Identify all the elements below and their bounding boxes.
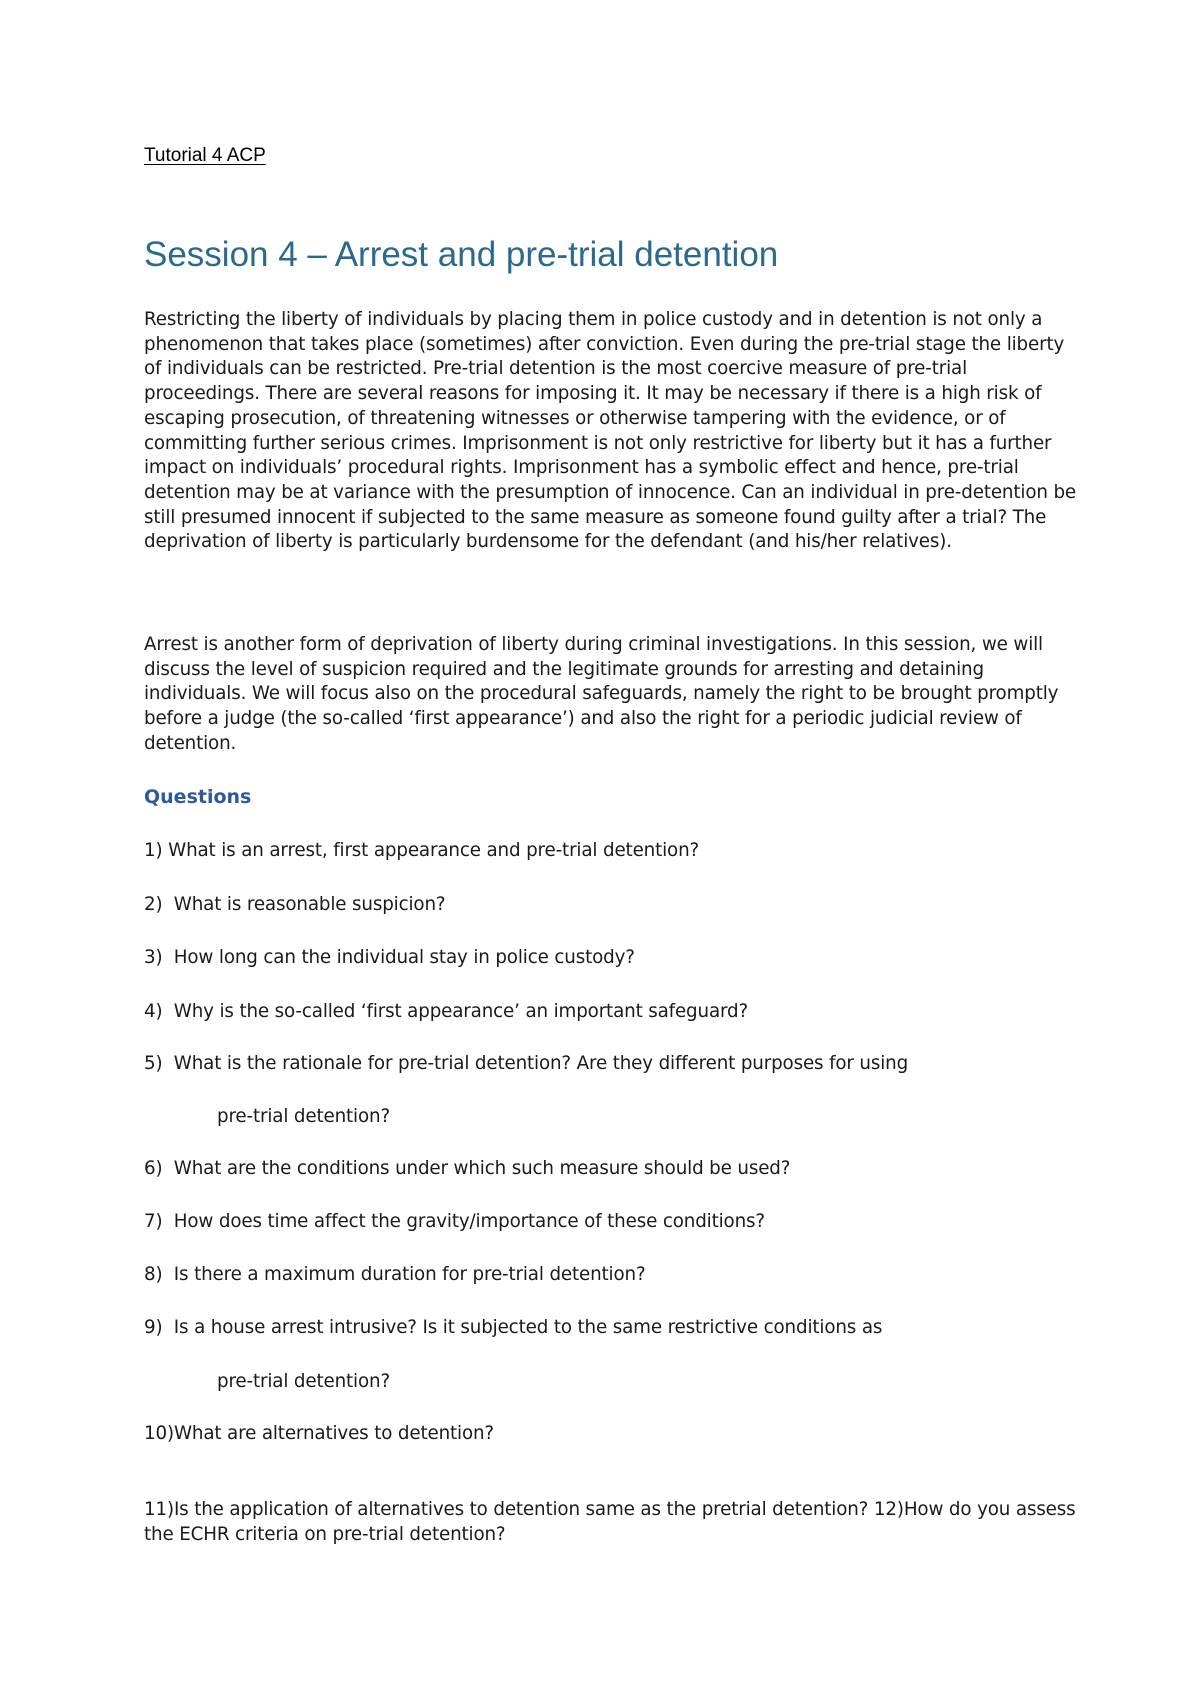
question-text: Is a house arrest intrusive? Is it subjected to the same restrictive conditions as	[173, 1317, 883, 1338]
question-text: How does time affect the gravity/importance of these conditions?	[173, 1211, 765, 1232]
question-item	[144, 1157, 790, 1182]
question-number: 7)	[144, 1211, 163, 1232]
tutorial-label: Tutorial 4 ACP	[144, 145, 266, 166]
question-number: 4)	[144, 1001, 163, 1022]
question-item	[144, 839, 699, 864]
question-text: Why is the so-called ‘first appearance’ an important safeguard?	[173, 1001, 749, 1022]
question-number: 3)	[144, 947, 163, 968]
question-number: 5)	[144, 1053, 163, 1074]
question-item	[144, 1316, 882, 1341]
question-continuation: pre-trial detention?	[217, 1371, 390, 1392]
question-item	[144, 1210, 765, 1235]
arrest-paragraph: Arrest is another form of deprivation of liberty during criminal investigations. In this session, we will discuss the level of suspicion required and the legitimate grounds for arresting and detaining individuals. We will focus also on the procedural safeguards, namely the right to be brought promptly before a judge (the so-called ‘first appearance’) and also the right for a periodic judicial review of detention.	[144, 634, 1059, 754]
question-item	[144, 1263, 646, 1288]
question-number: 6)	[144, 1158, 163, 1179]
question-text: What is reasonable suspicion?	[173, 894, 446, 915]
session-title: Session 4 – Arrest and pre-trial detention	[144, 235, 779, 274]
question-continuation: pre-trial detention?	[217, 1106, 390, 1127]
question-text: What is the rationale for pre-trial detention? Are they different purposes for using	[173, 1053, 909, 1074]
intro-paragraph: Restricting the liberty of individuals by placing them in police custody and in detention is not only a phenomenon that takes place (sometimes) after conviction. Even during the pre-trial stage the liberty of individuals can be restricted. Pre-trial detention is the most coercive measure of pre-trial proceedings. There are several reasons for imposing it. It may be necessary if there is a high risk of escaping prosecution, of threatening witnesses or otherwise tampering with the evidence, or of committing further serious crimes. Imprisonment is not only restrictive for liberty but it has a further impact on individuals’ procedural rights. Imprisonment has a symbolic effect and hence, pre-trial detention may be at variance with the presumption of innocence. Can an individual in pre-detention be still presumed innocent if subjected to the same measure as someone found guilty after a trial? The deprivation of liberty is particularly burdensome for the defendant (and his/her relatives).	[144, 309, 1077, 553]
question-number: 8)	[144, 1264, 163, 1285]
question-text: What is an arrest, first appearance and pre-trial detention?	[168, 840, 700, 861]
question-text: How long can the individual stay in police custody?	[173, 947, 635, 968]
question-number: 1)	[144, 840, 163, 861]
question-item	[144, 946, 635, 971]
question-text: Is there a maximum duration for pre-trial detention?	[173, 1264, 646, 1285]
questions-heading: Questions	[144, 786, 252, 808]
question-item	[144, 893, 445, 918]
question-item	[144, 1422, 494, 1447]
question-number: 9)	[144, 1317, 163, 1338]
question-text: What are the conditions under which such measure should be used?	[173, 1158, 791, 1179]
question-item	[144, 1000, 748, 1025]
question-number: 10)	[144, 1423, 174, 1444]
question-item	[144, 1052, 908, 1077]
question-number: 2)	[144, 894, 163, 915]
question-text: What are alternatives to detention?	[173, 1423, 494, 1444]
final-questions-paragraph: 11)Is the application of alternatives to detention same as the pretrial detention? 12)How do you assess the ECHR criteria on pre-trial detention?	[144, 1499, 1076, 1545]
